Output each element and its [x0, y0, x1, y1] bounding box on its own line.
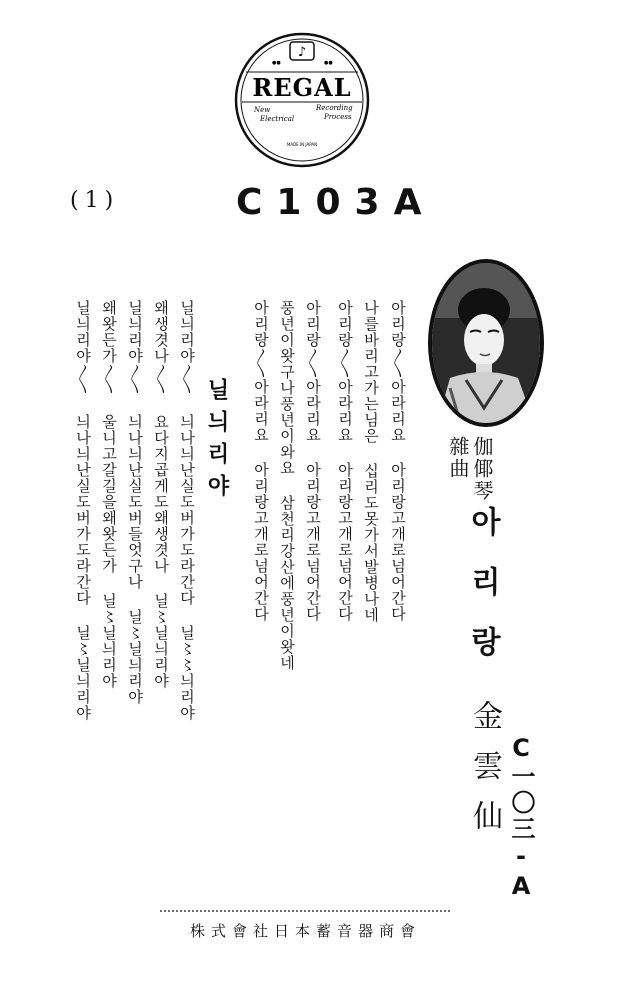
lyrics-subtitle: 닐늬리야 — [204, 378, 230, 506]
publisher-footer: 株式會社日本蓄音器商會 — [190, 922, 422, 940]
svg-text:●●: ●● — [324, 60, 333, 66]
singer-name: 金雲仙 — [467, 700, 502, 850]
footer-divider — [160, 908, 450, 914]
lyric-line: 닐늬리야〱 늬나늬난실도버가도라간다 닐〻닐늬리야 — [74, 300, 92, 721]
genre-line-2: 雜曲 — [446, 436, 470, 480]
svg-text:♪: ♪ — [297, 45, 307, 60]
logo-left-text: New — [254, 106, 271, 114]
catalog-number: C103A — [236, 182, 436, 223]
regal-logo — [232, 30, 372, 170]
genre-line-1: 伽倻琴 — [470, 436, 494, 502]
lyric-line: 닐늬리야〱 늬나늬난실도버들엇구나 닐〻닐늬리야 — [126, 300, 144, 705]
singer-portrait — [426, 258, 546, 428]
song-title: 아리랑 — [465, 506, 500, 686]
lyric-line: 왜왓든가〱 울니고갈길을왜왓든가 닐〻닐늬리야 — [100, 300, 118, 689]
lyric-line: 왜생겻나〱 요다지곱게도왜생겻나 닐〻닐늬리야 — [152, 300, 170, 689]
lyric-line: 닐늬리야〱 늬나늬난실도버가도라간다 닐〻〻늬리야 — [178, 300, 196, 721]
logo-left-text2: Electrical — [260, 115, 295, 123]
logo-right-text2: Process — [324, 113, 352, 121]
page-number: (1) — [70, 188, 120, 213]
lyric-line: 아리랑〱아라리요 아리랑고개로넘어간다 — [336, 300, 354, 622]
lyric-line: 나를바리고가는님은 십리도못가서발병나네 — [362, 300, 380, 623]
lyric-line: 아리랑〱아라리요 아리랑고개로넘어간다 — [389, 300, 407, 622]
lyric-line: 풍년이왓구나풍년이와요 삼천리강산에풍년이왓네 — [278, 300, 296, 671]
lyric-line: 아리랑〱아라리요 아리랑고개로넘어간다 — [252, 300, 270, 622]
svg-text:●●: ●● — [272, 60, 281, 66]
lyric-line: 아리랑〱아라리요 아리랑고개로넘어간다 — [304, 300, 322, 622]
side-code: C一〇三-A — [507, 734, 535, 902]
logo-right-text: Recording — [316, 104, 353, 112]
logo-bottom-text: MADE IN JAPAN — [286, 142, 318, 147]
logo-brand: REGAL — [252, 73, 352, 102]
